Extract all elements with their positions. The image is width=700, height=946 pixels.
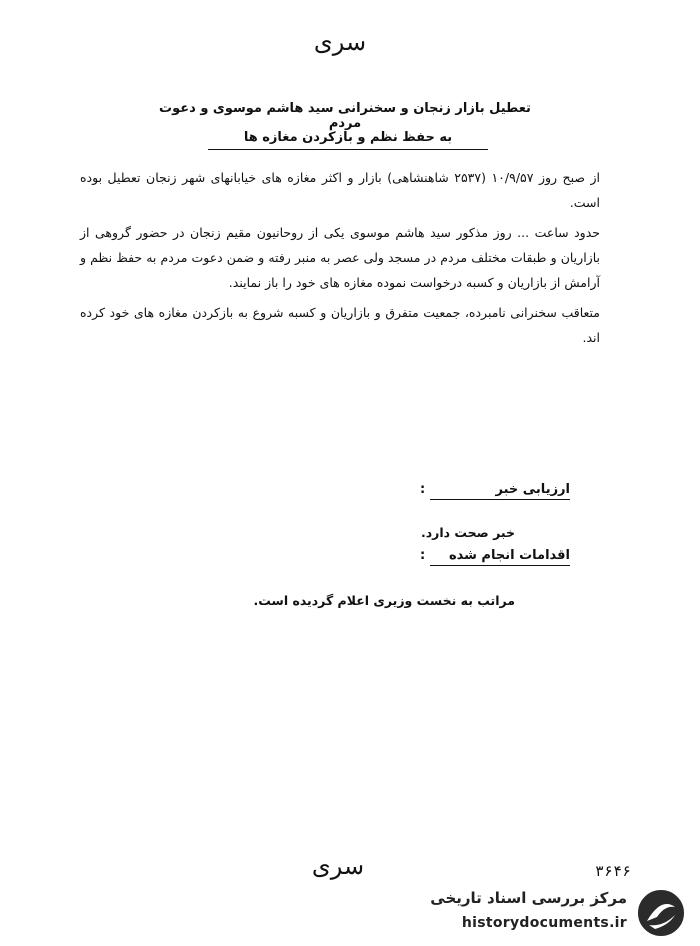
document-subtitle: به حفظ نظم و بازکردن مغازه ها <box>208 130 488 150</box>
watermark-title: مرکز بررسی اسناد تاریخی <box>430 889 627 907</box>
actions-heading <box>420 548 570 566</box>
document-body <box>80 165 600 355</box>
evaluation-label: ارزیابی خبر <box>495 482 570 497</box>
classification-top: سری <box>313 28 367 56</box>
actions-label: اقدامات انجام شده <box>448 548 570 563</box>
actions-value: مراتب به نخست وزیری اعلام گردیده است. <box>253 593 515 608</box>
body-paragraph: حدود ساعت ... روز مذکور سید هاشم موسوی یکی از روحانیون مقیم زنجان در حضور گروهی از بازاریان و طبقات مختلف مردم در مسجد ولی عصر به منبر رفته و ضمن دعوت مردم به حفظ نظم و آرامش از بازاریان و کسبه درخواست نموده مغازه های خود را باز نمایند. <box>80 225 600 290</box>
watermark-logo <box>410 885 695 943</box>
evaluation-heading <box>420 482 570 500</box>
body-paragraph: متعاقب سخنرانی نامبرده، جمعیت متفرق و بازاریان و کسبه شروع به بازکردن مغازه های خود کرده اند. <box>80 305 600 345</box>
evaluation-colon: : <box>420 482 426 497</box>
document-title: تعطیل بازار زنجان و سخنرانی سید هاشم موسوی و دعوت مردم <box>159 101 531 131</box>
watermark-url: historydocuments.ir <box>461 915 627 931</box>
page-number: ۳۶۴۶ <box>595 862 632 880</box>
actions-colon: : <box>420 548 426 563</box>
classification-bottom: سری <box>311 852 365 880</box>
evaluation-value: خبر صحت دارد. <box>421 525 515 540</box>
body-paragraph: از صبح روز ۱۰/۹/۵۷ (۲۵۳۷ شاهنشاهی) بازار و اکثر مغازه های خیابانهای شهر زنجان تعطیل بوده است. <box>80 170 600 210</box>
archive-emblem-icon <box>635 887 687 939</box>
